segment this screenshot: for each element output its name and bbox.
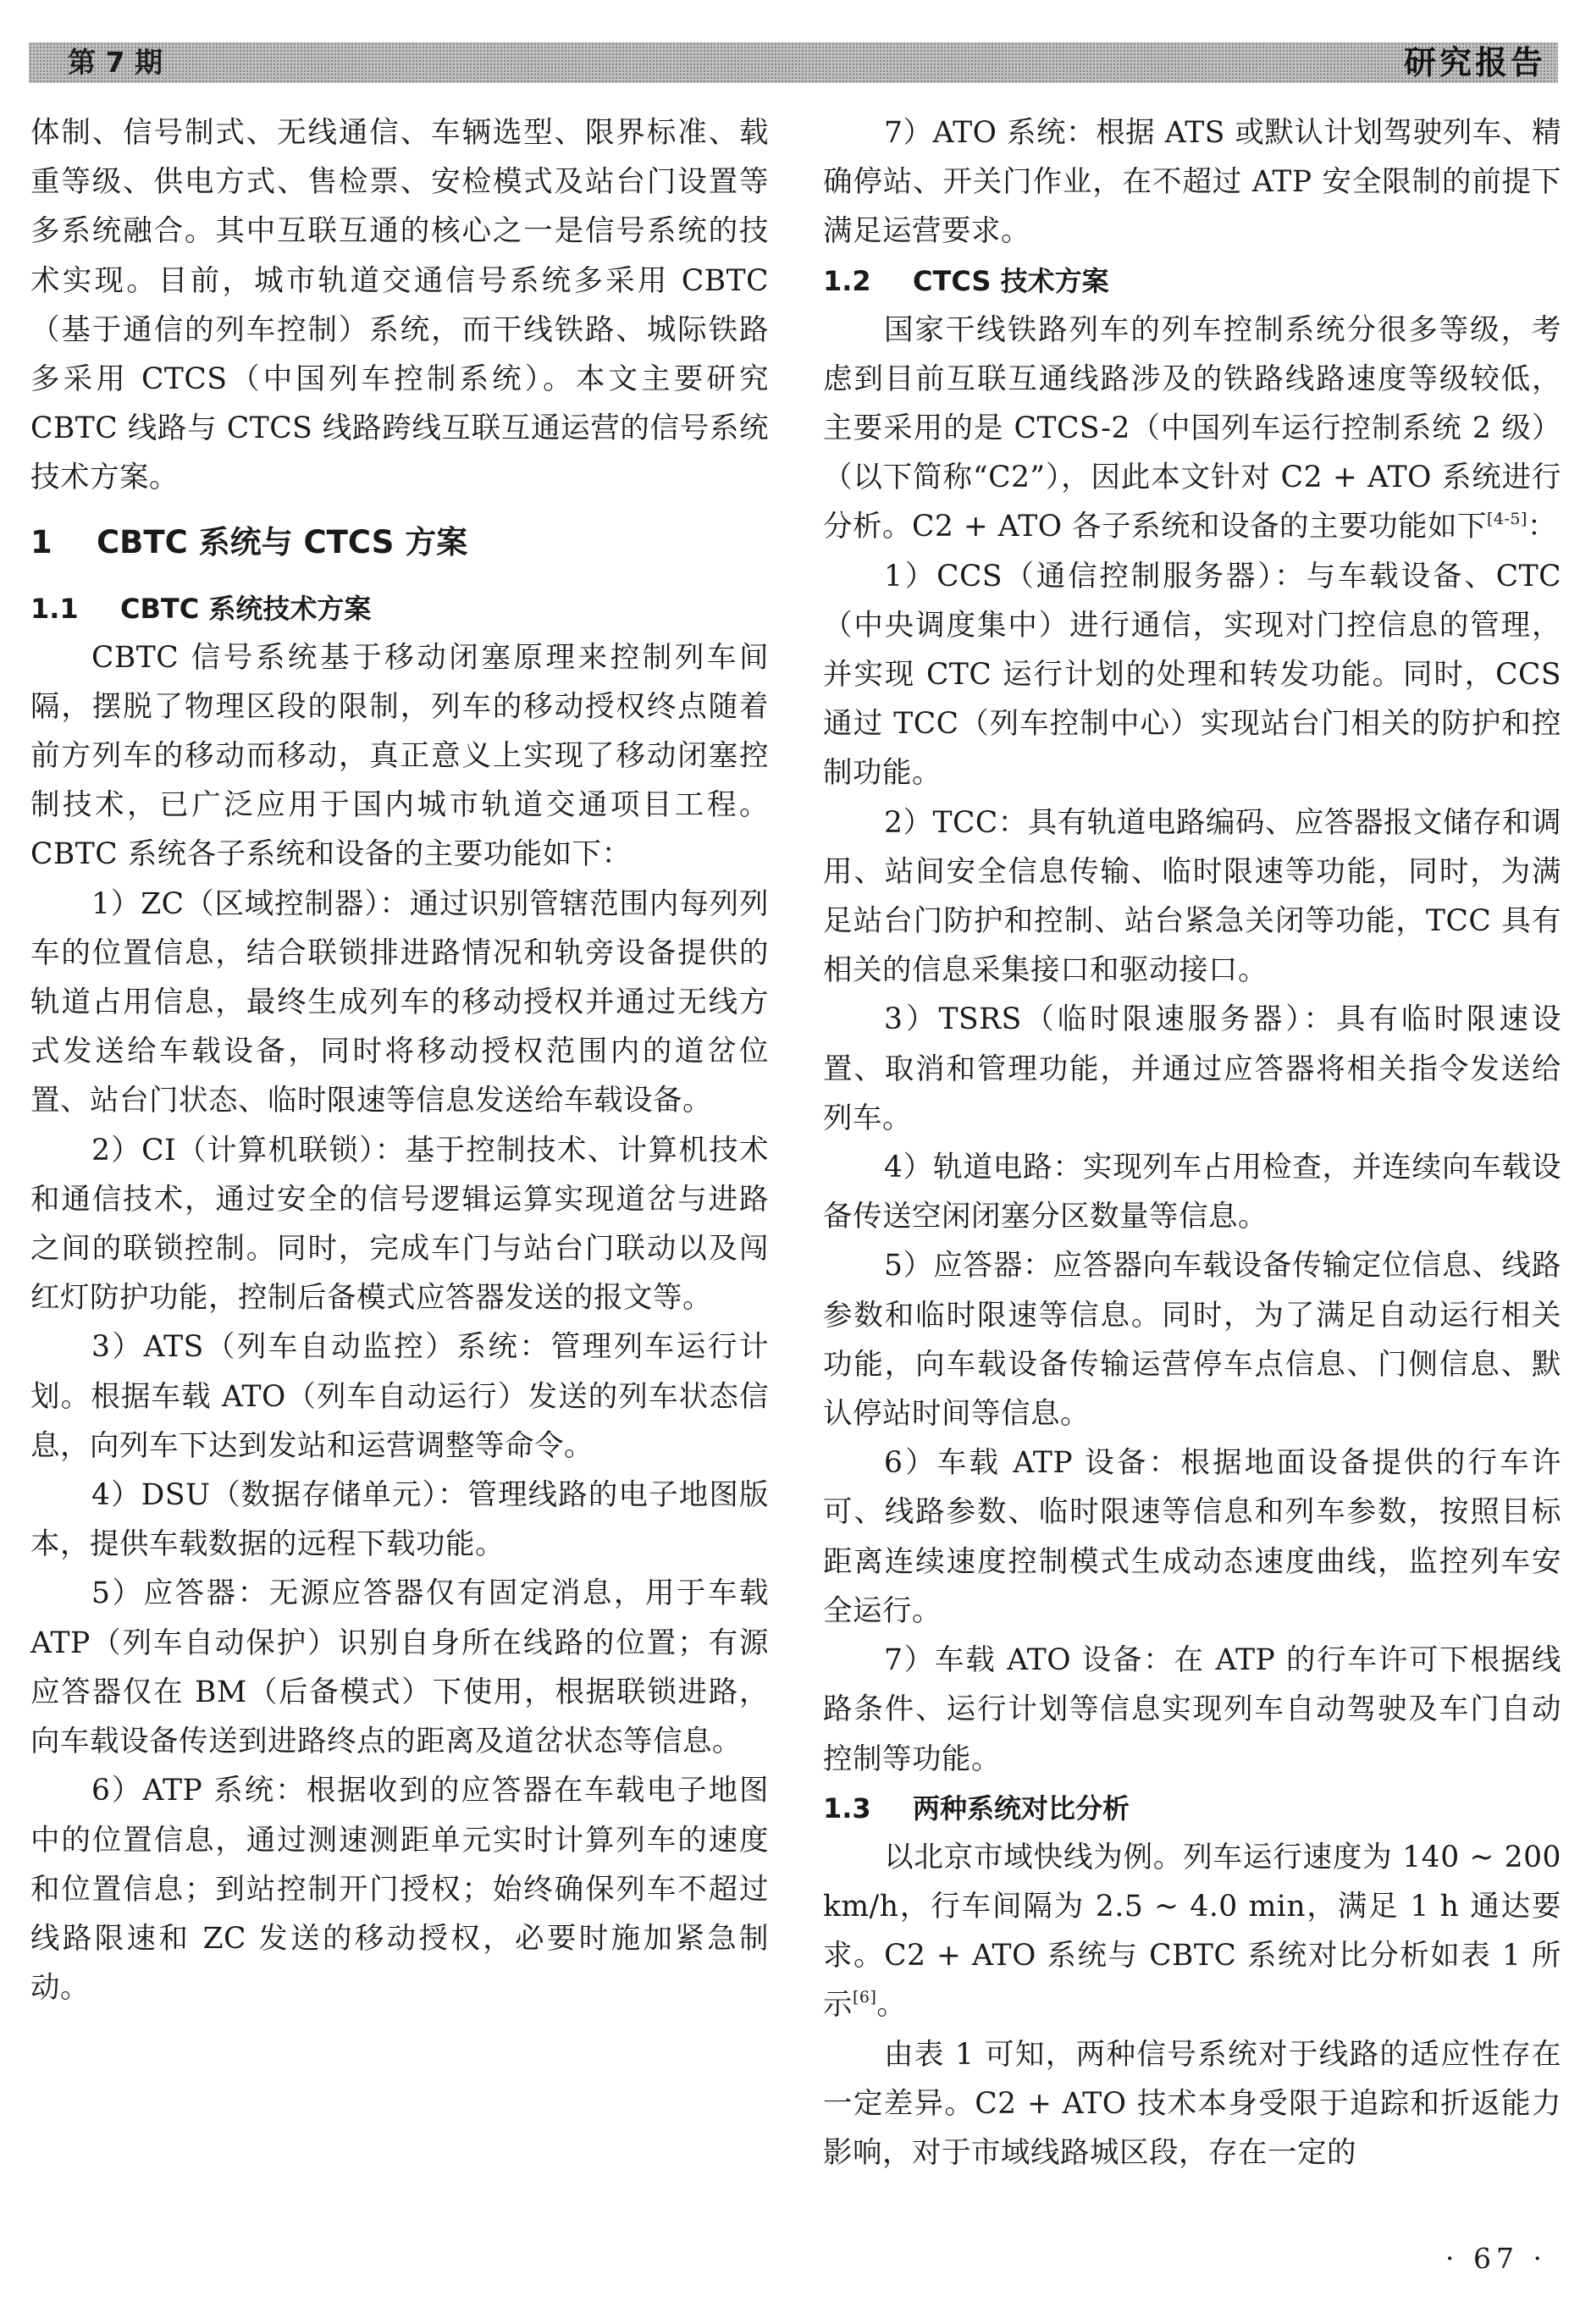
paragraph	[30, 1766, 769, 2012]
citation-ref: [6]	[853, 1988, 877, 2007]
paragraph	[823, 2030, 1561, 2178]
paragraph	[30, 880, 769, 1126]
column-label: 研究报告	[1403, 44, 1546, 81]
citation-ref: [4-5]	[1486, 510, 1527, 529]
paragraph-text: 5）应答器：无源应答器仅有固定消息，用于车载 ATP（列车自动保护）识别自身所在线路的位置；有源应答器仅在 BM（后备模式）下使用，根据联锁进路，向车载设备传送到进路终点的距离及道岔状态等信息。	[30, 1576, 769, 1759]
heading-number: 1.3	[823, 1791, 871, 1824]
paragraph	[30, 1126, 769, 1323]
paragraph	[823, 1241, 1561, 1438]
paragraph	[30, 1569, 769, 1766]
paragraph	[823, 552, 1561, 798]
right-column	[823, 108, 1561, 2178]
paragraph	[30, 1471, 769, 1569]
paragraph	[823, 1143, 1561, 1241]
paragraph	[823, 306, 1561, 552]
issue-label: 第 7 期	[68, 46, 163, 79]
subsection-heading	[823, 1784, 1561, 1833]
paragraph-tail: 。	[876, 1988, 907, 2023]
page-number: · 67 ·	[1445, 2242, 1547, 2275]
paragraph-text: 7）ATO 系统：根据 ATS 或默认计划驾驶列车、精确停站、开关门作业，在不超过 ATP 安全限制的前提下满足运营要求。	[823, 116, 1561, 249]
paragraph	[30, 108, 769, 503]
paragraph-text: 5）应答器：应答器向车载设备传输定位信息、线路参数和临时限速等信息。同时，为了满足自动运行相关功能，向车载设备传输运营停车点信息、门侧信息、默认停站时间等信息。	[823, 1249, 1561, 1432]
paragraph-text: 6）ATP 系统：根据收到的应答器在车载电子地图中的位置信息，通过测速测距单元实时计算列车的速度和位置信息；到站控制开门授权；始终确保列车不超过线路限速和 ZC 发送的移动授权，必要时施加紧急制动。	[30, 1774, 769, 2006]
heading-text: CTCS 技术方案	[913, 264, 1109, 297]
paragraph	[823, 1438, 1561, 1636]
paragraph-text: 以北京市域快线为例。列车运行速度为 140 ~ 200 km/h，行车间隔为 2.5 ~ 4.0 min，满足 1 h 通达要求。C2 + ATO 系统与 CBTC 系统对比分析如表 1 所示	[823, 1840, 1561, 2023]
paragraph-text: 6）车载 ATP 设备：根据地面设备提供的行车许可、线路参数、临时限速等信息和列车参数，按照目标距离连续速度控制模式生成动态速度曲线，监控列车安全运行。	[823, 1446, 1561, 1628]
paragraph-text: 2）TCC：具有轨道电路编码、应答器报文储存和调用、站间安全信息传输、临时限速等功能，同时，为满足站台门防护和控制、站台紧急关闭等功能，TCC 具有相关的信息采集接口和驱动接口。	[823, 805, 1561, 988]
paragraph-text: 2）CI（计算机联锁）：基于控制技术、计算机技术和通信技术，通过安全的信号逻辑运算实现道岔与进路之间的联锁控制。同时，完成车门与站台门联动以及闯红灯防护功能，控制后备模式应答器发送的报文等。	[30, 1133, 769, 1316]
heading-number: 1	[30, 523, 52, 560]
heading-number: 1.2	[823, 264, 871, 297]
paragraph-text: 3）ATS（列车自动监控）系统：管理列车运行计划。根据车载 ATO（列车自动运行）发送的列车状态信息，向列车下达到发站和运营调整等命令。	[30, 1330, 769, 1463]
paragraph	[30, 1322, 769, 1471]
section-heading	[30, 518, 769, 567]
paragraph-text: 4）DSU（数据存储单元）：管理线路的电子地图版本，提供车载数据的远程下载功能。	[30, 1478, 769, 1562]
heading-text: 两种系统对比分析	[913, 1791, 1130, 1824]
paragraph-text: 由表 1 可知，两种信号系统对于线路的适应性存在一定差异。C2 + ATO 技术本身受限于追踪和折返能力影响，对于市域线路城区段，存在一定的	[823, 2037, 1561, 2170]
paragraph	[30, 633, 769, 880]
running-header	[29, 42, 1558, 83]
paragraph-text: CBTC 信号系统基于移动闭塞原理来控制列车间隔，摆脱了物理区段的限制，列车的移动授权终点随着前方列车的移动而移动，真正意义上实现了移动闭塞控制技术，已广泛应用于国内城市轨道交通项目工程。CBTC 系统各子系统和设备的主要功能如下：	[30, 640, 769, 872]
paragraph-text: 1）ZC（区域控制器）：通过识别管辖范围内每列列车的位置信息，结合联锁排进路情况和轨旁设备提供的轨道占用信息，最终生成列车的移动授权并通过无线方式发送给车载设备，同时将移动授权范围内的道岔位置、站台门状态、临时限速等信息发送给车载设备。	[30, 886, 769, 1118]
paragraph	[823, 1833, 1561, 2030]
paragraph-text: 7）车载 ATO 设备：在 ATP 的行车许可下根据线路条件、运行计划等信息实现列车自动驾驶及车门自动控制等功能。	[823, 1643, 1561, 1776]
paragraph	[823, 995, 1561, 1143]
heading-number: 1.1	[30, 592, 79, 625]
heading-text: CBTC 系统技术方案	[120, 592, 372, 625]
heading-text: CBTC 系统与 CTCS 方案	[97, 523, 468, 560]
paragraph	[823, 108, 1561, 257]
paragraph	[823, 798, 1561, 996]
paragraph-text: 体制、信号制式、无线通信、车辆选型、限界标准、载重等级、供电方式、售检票、安检模式及站台门设置等多系统融合。其中互联互通的核心之一是信号系统的技术实现。目前，城市轨道交通信号系统多采用 CBTC（基于通信的列车控制）系统，而干线铁路、城际铁路多采用 CTCS（中国列车控制系统）。本文主要研究 CBTC 线路与 CTCS 线路跨线互联互通运营的信号系统技术方案。	[30, 116, 769, 495]
paragraph-text: 国家干线铁路列车的列车控制系统分很多等级，考虑到目前互联互通线路涉及的铁路线路速度等级较低，主要采用的是 CTCS-2（中国列车运行控制系统 2 级）（以下简称“C2”），因此本文针对 C2 + ATO 系统进行分析。C2 + ATO 各子系统和设备的主要功能如下	[823, 312, 1561, 544]
left-column	[30, 108, 769, 2012]
paragraph-tail: ：	[1527, 510, 1557, 544]
paragraph-text: 3）TSRS（临时限速服务器）：具有临时限速设置、取消和管理功能，并通过应答器将相关指令发送给列车。	[823, 1002, 1561, 1135]
paragraph	[823, 1636, 1561, 1784]
subsection-heading	[30, 584, 769, 633]
subsection-heading	[823, 257, 1561, 306]
paragraph-text: 1）CCS（通信控制服务器）：与车载设备、CTC（中央调度集中）进行通信，实现对门控信息的管理，并实现 CTC 运行计划的处理和转发功能。同时，CCS 通过 TCC（列车控制中心）实现站台门相关的防护和控制功能。	[823, 559, 1561, 791]
paragraph-text: 4）轨道电路：实现列车占用检查，并连续向车载设备传送空闲闭塞分区数量等信息。	[823, 1151, 1561, 1234]
